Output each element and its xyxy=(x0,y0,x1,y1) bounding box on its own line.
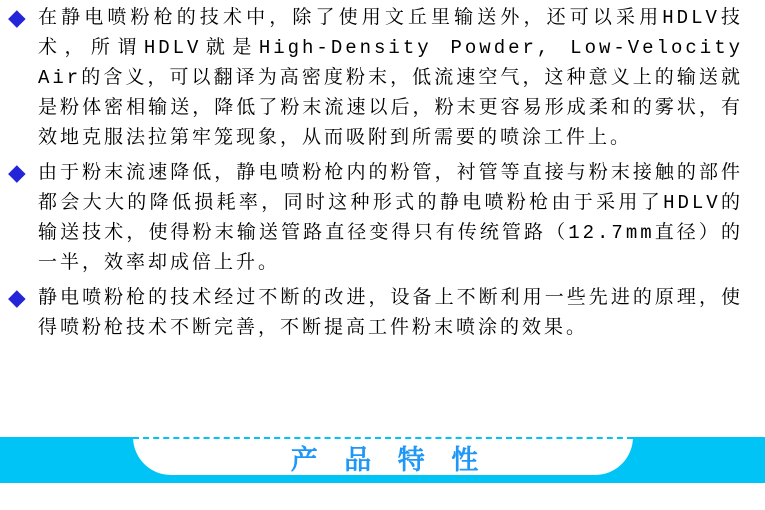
bullet-list xyxy=(8,3,743,343)
diamond-bullet-icon: ◆ xyxy=(8,285,26,311)
bullet-item xyxy=(8,3,743,153)
bullet-item xyxy=(8,158,743,278)
bullet-text: 在静电喷粉枪的技术中，除了使用文丘里输送外，还可以采用HDLV技术，所谓HDLV就是High-Density Powder, Low-Velocity Air的含义，可以翻译为高密度粉末，低流速空气，这种意义上的输送就是粉体密相输送，降低了粉末流速以后，粉末更容易形成柔和的雾状，有效地克服法拉第牢笼现象，从而吸附到所需要的喷涂工件上。 xyxy=(38,7,743,149)
bullet-item xyxy=(8,283,743,343)
footer-title-plate xyxy=(133,437,633,475)
footer-title: 产 品 特 性 xyxy=(290,444,484,475)
diamond-bullet-icon: ◆ xyxy=(8,160,26,186)
bullet-text: 静电喷粉枪的技术经过不断的改进，设备上不断利用一些先进的原理，使得喷粉枪技术不断完善，不断提高工件粉末喷涂的效果。 xyxy=(38,287,743,339)
bullet-text: 由于粉末流速降低，静电喷粉枪内的粉管，衬管等直接与粉末接触的部件都会大大的降低损耗率，同时这种形式的静电喷粉枪由于采用了HDLV的输送技术，使得粉末输送管路直径变得只有传统管路（12.7mm直径）的一半，效率却成倍上升。 xyxy=(38,162,743,274)
diamond-bullet-icon: ◆ xyxy=(8,5,26,31)
